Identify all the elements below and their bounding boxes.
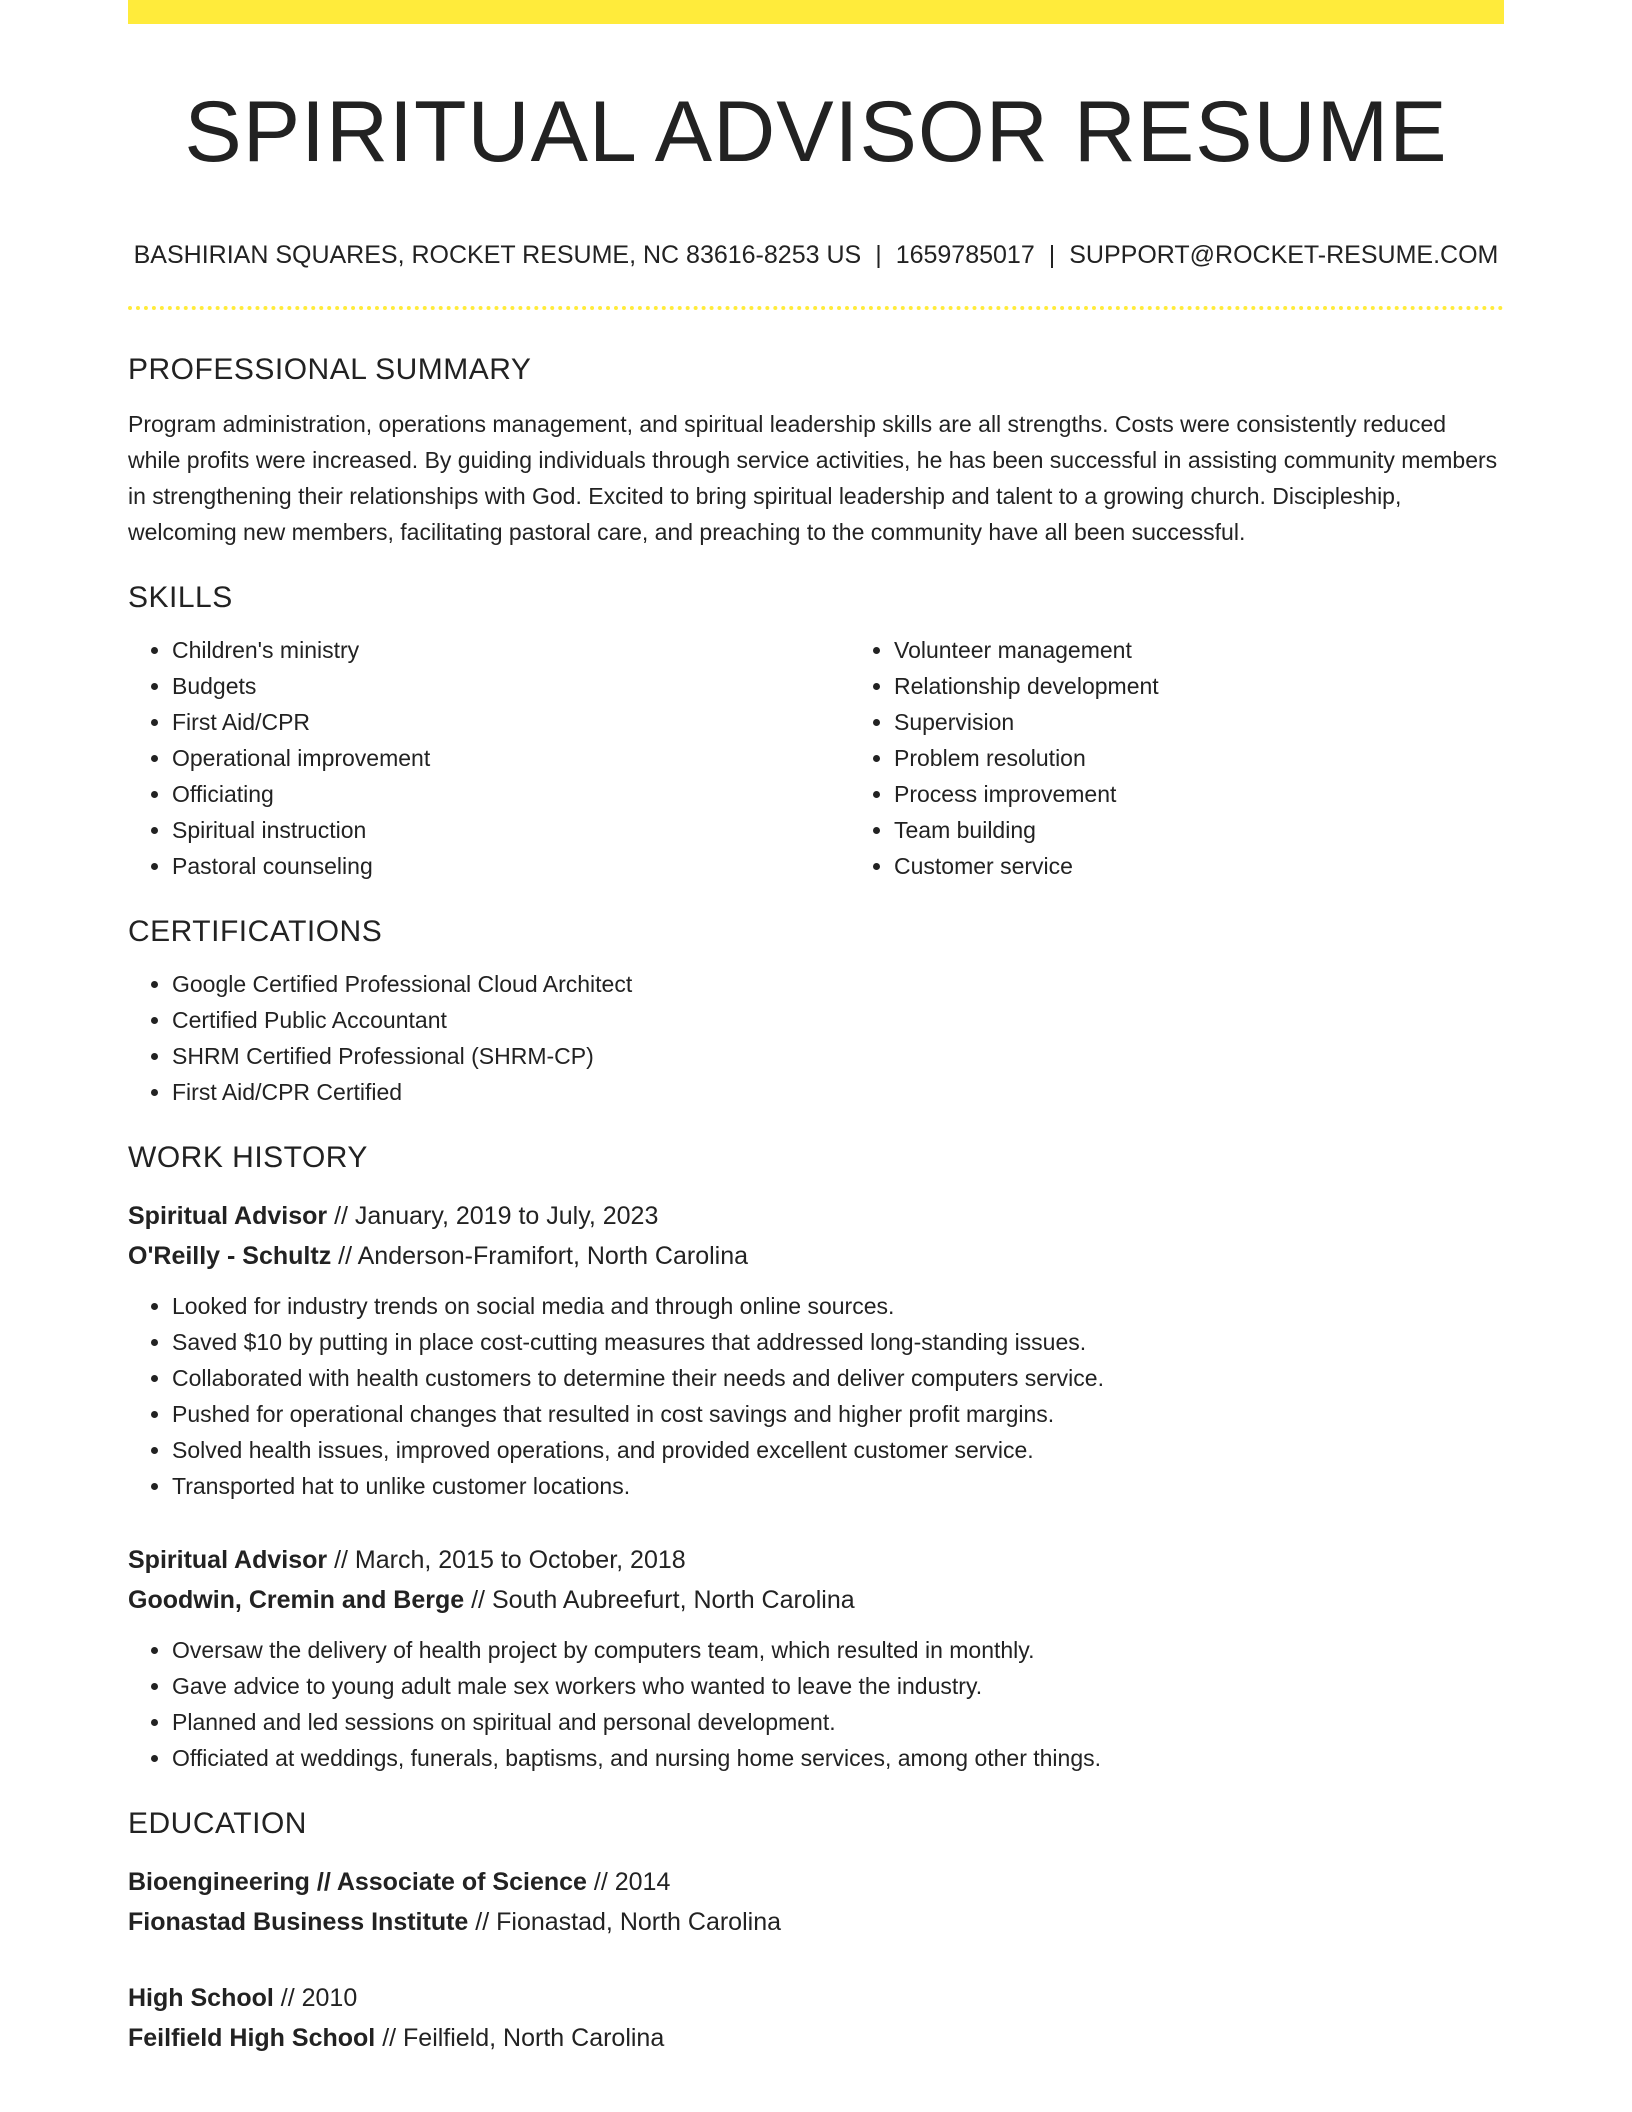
certification-item: • SHRM Certified Professional (SHRM-CP)	[172, 1038, 1504, 1074]
section-heading: EDUCATION	[128, 1807, 307, 1840]
job-bullet: • Gave advice to young adult male sex workers who wanted to leave the industry.	[172, 1668, 1504, 1704]
skills-list-right	[850, 632, 1572, 884]
skill-item: • Relationship development	[894, 668, 1572, 704]
job-bullet: • Officiated at weddings, funerals, baptisms, and nursing home services, among other things.	[172, 1740, 1504, 1776]
job-entry	[128, 1540, 1504, 1776]
section-heading: CERTIFICATIONS	[128, 915, 383, 948]
contact-separator: |	[875, 241, 882, 269]
summary-text: Program administration, operations management, and spiritual leadership skills are all strengths. Costs were consistently reduced while profits were increased. By guiding individuals through service activities, he has been successful in assisting community members in strengthening their relationships with God. Excited to bring spiritual leadership and talent to a growing church. Discipleship, welcoming new members, facilitating pastoral care, and preaching to the community have all been successful.	[128, 411, 1498, 545]
skill-item: • Problem resolution	[894, 740, 1572, 776]
skill-item: • Pastoral counseling	[172, 848, 850, 884]
section-heading: WORK HISTORY	[128, 1141, 368, 1174]
job-title: Spiritual Advisor	[128, 1546, 328, 1574]
job-company: O'Reilly - Schultz	[128, 1242, 332, 1270]
contact-separator: |	[1048, 241, 1056, 269]
job-dates: // January, 2019 to July, 2023	[334, 1202, 659, 1230]
section-heading: PROFESSIONAL SUMMARY	[128, 353, 532, 386]
dotted-divider	[128, 306, 1504, 310]
skill-item: • Customer service	[894, 848, 1572, 884]
education-degree: Bioengineering // Associate of Science	[128, 1868, 587, 1896]
contact-address: BASHIRIAN SQUARES, ROCKET RESUME, NC 83616-8253 US	[133, 241, 862, 269]
job-bullets	[128, 1288, 1504, 1504]
job-bullet: • Collaborated with health customers to determine their needs and deliver computers service.	[172, 1360, 1504, 1396]
job-bullet: • Looked for industry trends on social media and through online sources.	[172, 1288, 1504, 1324]
education-section	[128, 1804, 1504, 2058]
education-location: // Fionastad, North Carolina	[475, 1908, 781, 1936]
education-entry	[128, 1862, 1504, 1942]
certification-item: • Certified Public Accountant	[172, 1002, 1504, 1038]
contact-email: SUPPORT@ROCKET-RESUME.COM	[1069, 241, 1499, 269]
education-degree-line	[128, 1978, 1504, 2018]
job-company: Goodwin, Cremin and Berge	[128, 1586, 465, 1614]
skill-item: • Team building	[894, 812, 1572, 848]
job-bullet: • Planned and led sessions on spiritual and personal development.	[172, 1704, 1504, 1740]
job-location: // Anderson-Framifort, North Carolina	[338, 1242, 749, 1270]
skill-item: • Budgets	[172, 668, 850, 704]
job-title-line	[128, 1540, 1504, 1580]
skill-item: • Operational improvement	[172, 740, 850, 776]
skills-columns	[128, 618, 1504, 884]
skill-item: • Supervision	[894, 704, 1572, 740]
education-year: // 2010	[280, 1984, 358, 2012]
education-school: Feilfield High School	[128, 2024, 376, 2052]
education-school: Fionastad Business Institute	[128, 1908, 469, 1936]
job-entry	[128, 1196, 1504, 1504]
job-dates: // March, 2015 to October, 2018	[334, 1546, 686, 1574]
job-company-line	[128, 1236, 1504, 1276]
education-degree: High School	[128, 1984, 274, 2012]
contact-phone: 1659785017	[895, 241, 1035, 269]
resume-title: SPIRITUAL ADVISOR RESUME	[184, 84, 1448, 180]
certifications-list	[128, 966, 1504, 1110]
skills-section	[128, 578, 1504, 884]
skills-list-left	[128, 632, 850, 884]
certifications-section	[128, 912, 1504, 1110]
skill-item: • Children's ministry	[172, 632, 850, 668]
education-school-line	[128, 2018, 1504, 2058]
accent-top-bar	[128, 0, 1504, 24]
job-bullet: • Saved $10 by putting in place cost-cutting measures that addressed long-standing issues.	[172, 1324, 1504, 1360]
work-history-section	[128, 1138, 1504, 1776]
resume-body	[128, 350, 1504, 2058]
contact-line	[128, 238, 1504, 272]
education-degree-line	[128, 1862, 1504, 1902]
skill-item: • First Aid/CPR	[172, 704, 850, 740]
job-title: Spiritual Advisor	[128, 1202, 328, 1230]
job-location: // South Aubreefurt, North Carolina	[471, 1586, 855, 1614]
skill-item: • Process improvement	[894, 776, 1572, 812]
education-location: // Feilfield, North Carolina	[382, 2024, 665, 2052]
job-bullet: • Transported hat to unlike customer locations.	[172, 1468, 1504, 1504]
skill-item: • Volunteer management	[894, 632, 1572, 668]
job-bullets	[128, 1632, 1504, 1776]
job-company-line	[128, 1580, 1504, 1620]
education-entry	[128, 1978, 1504, 2058]
education-year: // 2014	[593, 1868, 671, 1896]
section-heading: SKILLS	[128, 581, 233, 614]
job-bullet: • Solved health issues, improved operations, and provided excellent customer service.	[172, 1432, 1504, 1468]
job-title-line	[128, 1196, 1504, 1236]
education-school-line	[128, 1902, 1504, 1942]
certification-item: • First Aid/CPR Certified	[172, 1074, 1504, 1110]
job-bullet: • Pushed for operational changes that resulted in cost savings and higher profit margins.	[172, 1396, 1504, 1432]
job-bullet: • Oversaw the delivery of health project by computers team, which resulted in monthly.	[172, 1632, 1504, 1668]
skill-item: • Spiritual instruction	[172, 812, 850, 848]
certification-item: • Google Certified Professional Cloud Architect	[172, 966, 1504, 1002]
summary-section	[128, 350, 1504, 550]
skill-item: • Officiating	[172, 776, 850, 812]
